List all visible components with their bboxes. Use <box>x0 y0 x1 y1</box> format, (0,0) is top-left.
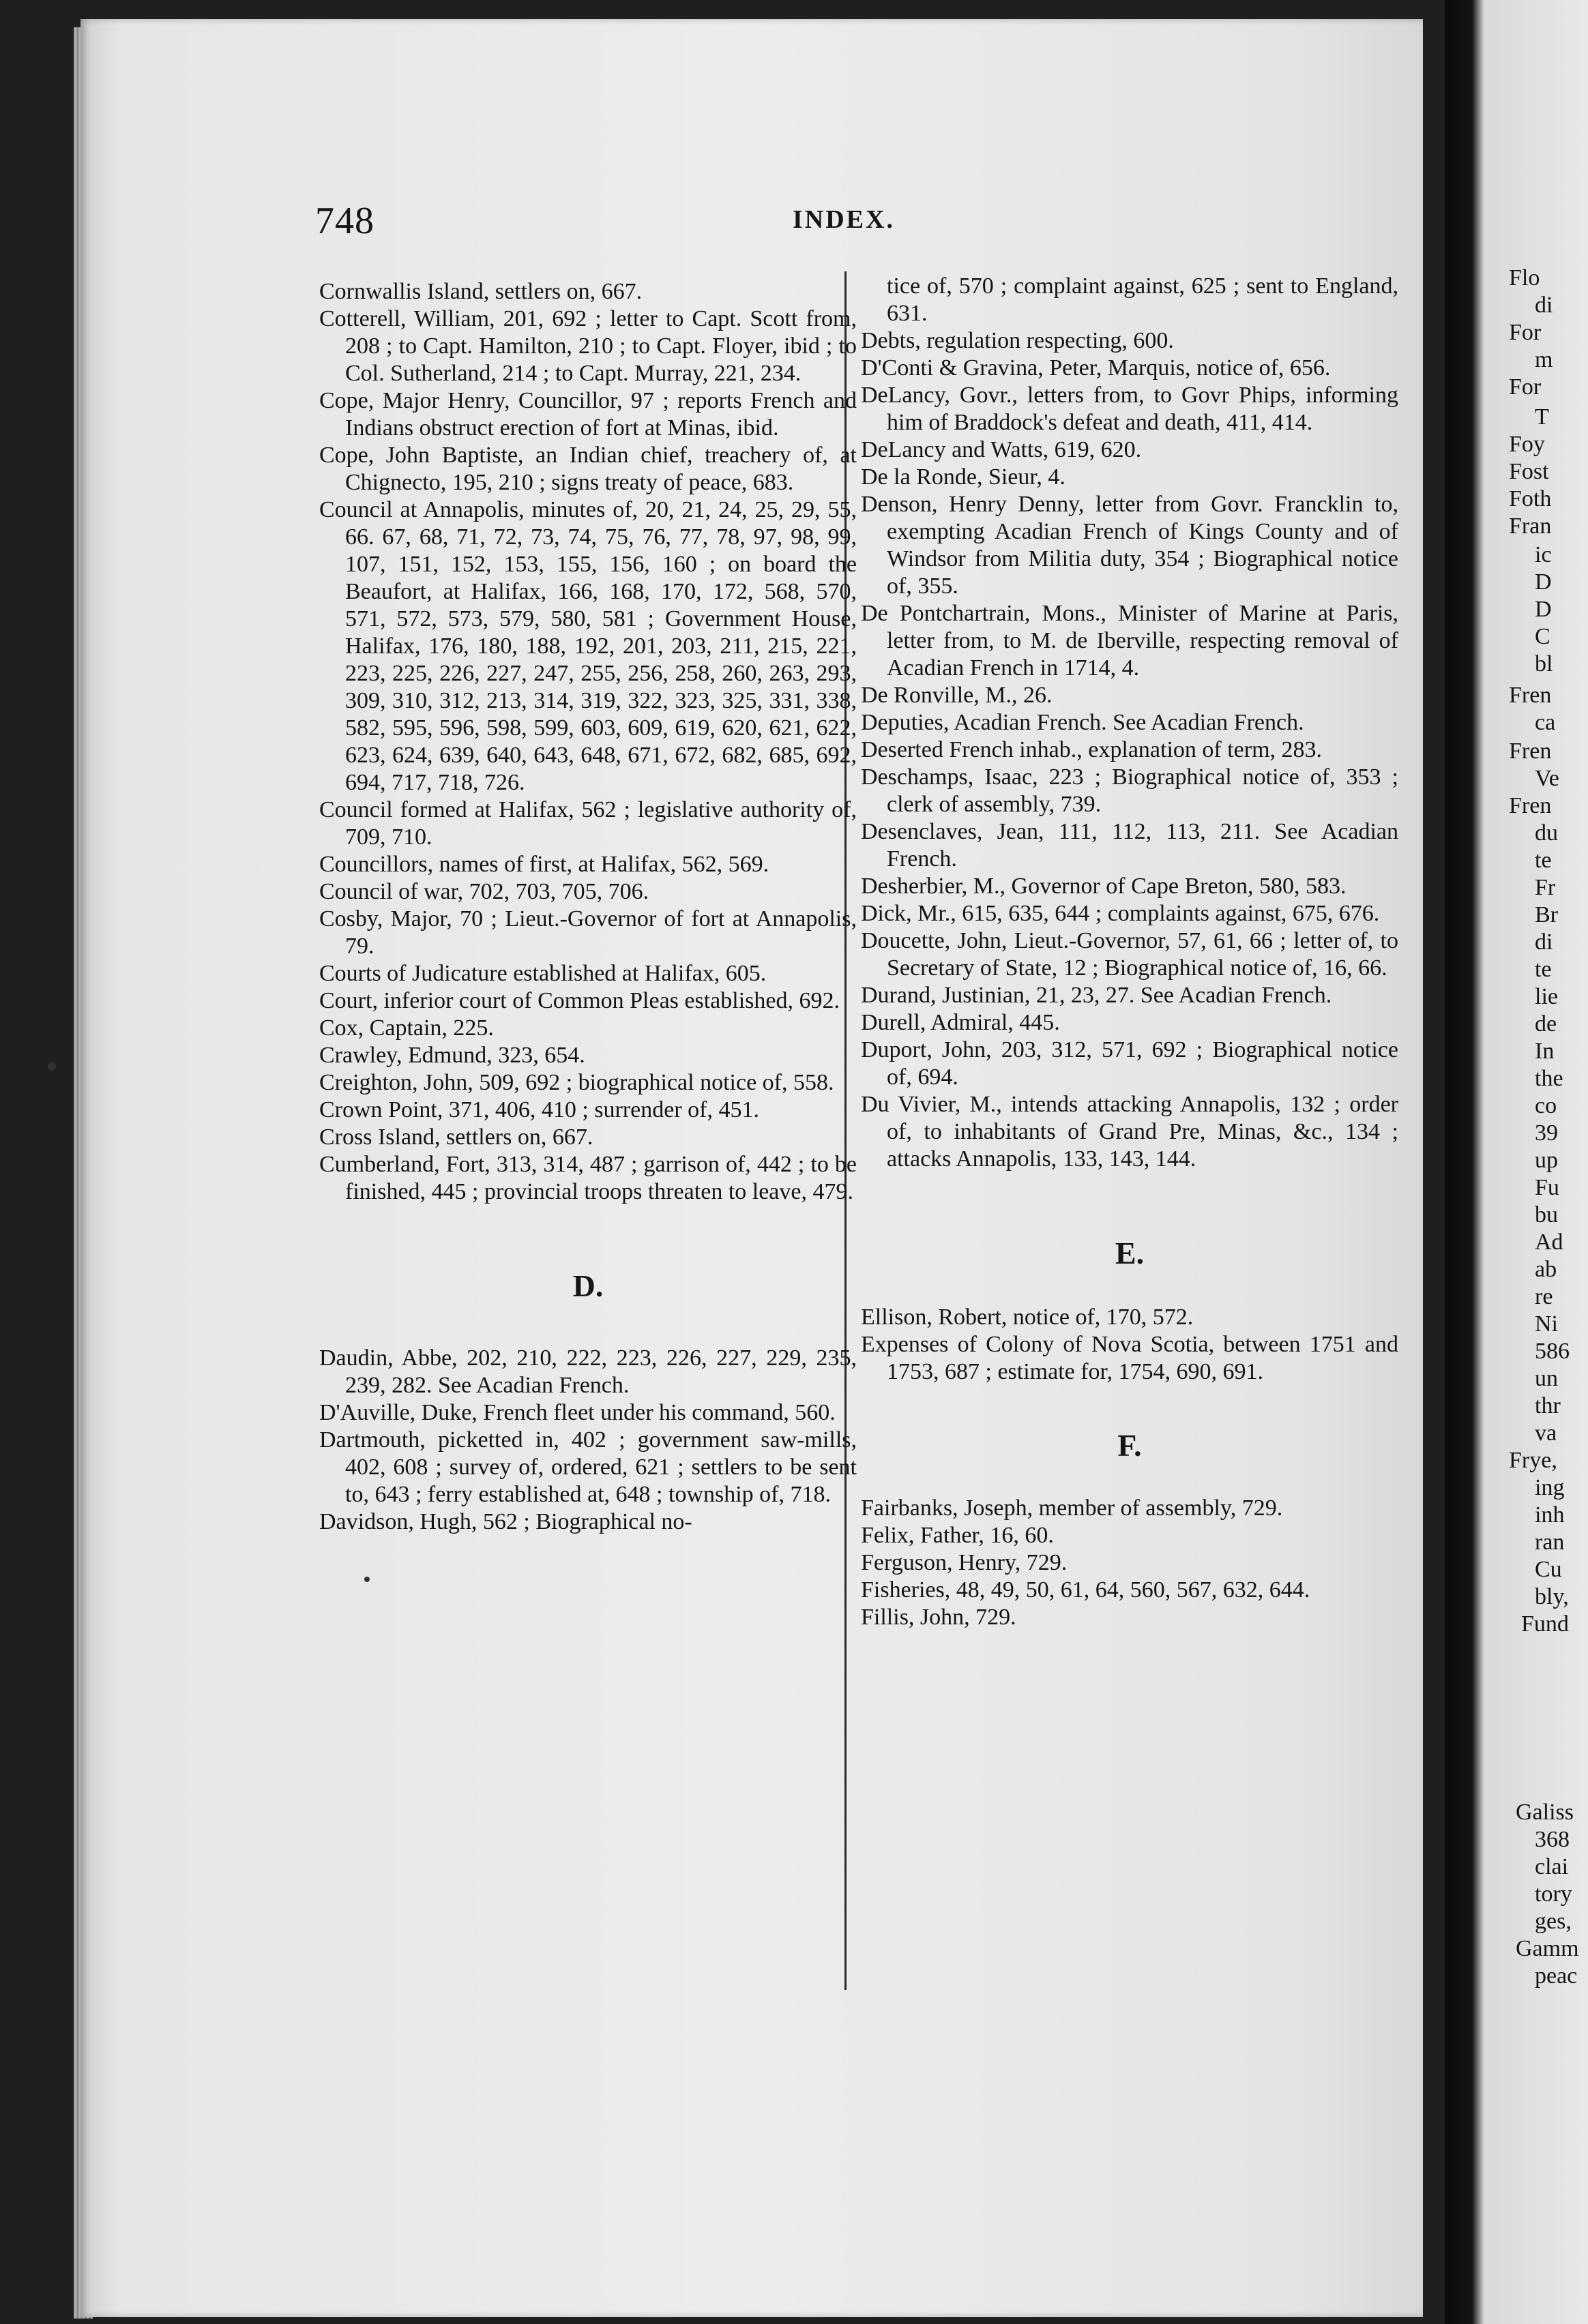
index-entry: Durell, Admiral, 445. <box>861 1010 1060 1035</box>
facing-page-fragment: 39 <box>1535 1120 1558 1146</box>
index-entry: Denson, Henry Denny, letter from Govr. Francklin to, exempting Acadian French of Kings County and of Windsor from Militia duty, 354 ; Biographical notice of, 355. <box>861 492 1398 599</box>
facing-page-fragment: In <box>1535 1039 1555 1064</box>
index-entry: Cross Island, settlers on, 667. <box>319 1124 593 1150</box>
facing-page-fragment: Frye, <box>1509 1448 1557 1473</box>
facing-page-fragment: Ni <box>1535 1311 1558 1337</box>
index-entry: Court, inferior court of Common Pleas established, 692. <box>319 988 840 1013</box>
index-entry: Durand, Justinian, 21, 23, 27. See Acadian French. <box>861 983 1332 1008</box>
index-entry: De la Ronde, Sieur, 4. <box>861 464 1065 490</box>
index-entry: D'Auville, Duke, French fleet under his command, 560. <box>319 1400 836 1425</box>
facing-page-fragment: Foy <box>1509 432 1545 457</box>
facing-page-fragment: tory <box>1535 1881 1572 1907</box>
facing-page-fragment: Fren <box>1509 739 1552 764</box>
facing-page-fragment: ab <box>1535 1257 1557 1282</box>
index-entry: Daudin, Abbe, 202, 210, 222, 223, 226, 227, 229, 235, 239, 282. See Acadian French. <box>319 1345 857 1398</box>
facing-page-fragment: m <box>1535 347 1553 372</box>
facing-page-fragment: 586 <box>1535 1339 1570 1364</box>
facing-page-fragment: de <box>1535 1011 1557 1037</box>
facing-page-fragment: Ve <box>1535 766 1559 791</box>
facing-page-fragment: peac <box>1535 1963 1578 1988</box>
section-letter-e: E. <box>1115 1236 1145 1270</box>
index-entry: Desherbier, M., Governor of Cape Breton, 580, 583. <box>861 874 1347 899</box>
facing-page-fragment: bu <box>1535 1202 1558 1227</box>
index-entry: Fillis, John, 729. <box>861 1605 1016 1630</box>
index-entry: Councillors, names of first, at Halifax, 562, 569. <box>319 852 769 877</box>
facing-page-fragment: For <box>1509 374 1542 400</box>
facing-page-fragment: ic <box>1535 542 1552 567</box>
facing-page-fragment: te <box>1535 848 1552 873</box>
facing-page-fragment: Fran <box>1509 513 1552 539</box>
facing-page-fragment: ran <box>1535 1530 1565 1555</box>
index-entry: DeLancy, Govr., letters from, to Govr Phips, informing him of Braddock's defeat and death, 411, 414. <box>861 383 1398 435</box>
facing-page-fragment: di <box>1535 929 1553 955</box>
index-entry: Fairbanks, Joseph, member of assembly, 729. <box>861 1495 1283 1521</box>
facing-page-fragment: up <box>1535 1148 1558 1173</box>
facing-page-fragment: co <box>1535 1093 1557 1118</box>
facing-page-fragment: Br <box>1535 902 1558 927</box>
index-entry: Expenses of Colony of Nova Scotia, between 1751 and 1753, 687 ; estimate for, 1754, 690, 691. <box>861 1332 1398 1384</box>
index-entry: Courts of Judicature established at Halifax, 605. <box>319 961 767 986</box>
index-entry: De Pontchartrain, Mons., Minister of Marine at Paris, letter from, to M. de Iberville, respecting removal of Acadian French in 1714, 4. <box>861 601 1398 681</box>
index-entry: Crown Point, 371, 406, 410 ; surrender of, 451. <box>319 1097 760 1122</box>
page-title: INDEX. <box>793 205 895 234</box>
index-entry: Cope, John Baptiste, an Indian chief, treachery of, at Chignecto, 195, 210 ; signs treaty of peace, 683. <box>319 443 857 495</box>
facing-page-fragment: clai <box>1535 1854 1569 1879</box>
index-entry: Ferguson, Henry, 729. <box>861 1550 1068 1575</box>
facing-page-fragment: ges, <box>1535 1909 1572 1934</box>
index-entry: Cotterell, William, 201, 692 ; letter to Capt. Scott from, 208 ; to Capt. Hamilton, 210 ; to Capt. Floyer, ibid ; to Col. Sutherland, 214 ; to Capt. Murray, 221, 234. <box>319 306 857 386</box>
index-entry: Cox, Captain, 225. <box>319 1015 494 1041</box>
facing-page-fragment: re <box>1535 1284 1553 1309</box>
facing-page-fragment: lie <box>1535 984 1558 1009</box>
facing-page-fragment: Fost <box>1509 459 1549 484</box>
facing-page-fragment: thr <box>1535 1393 1561 1418</box>
index-entry: Creighton, John, 509, 692 ; biographical notice of, 558. <box>319 1070 834 1095</box>
index-entry: Council at Annapolis, minutes of, 20, 21, 24, 25, 29, 55, 66. 67, 68, 71, 72, 73, 74, 75, 76, 77, 78, 97, 98, 99, 107, 151, 152, 153, 155, 156, 160 ; on board the Beaufort, at Halifax, 166, 168, 170, 172, 568, 570, 571, 572, 573, 579, 580, 581 ; Government House, Halifax, 176, 180, 188, 192, 201, 203, 211, 215, 221, 223, 225, 226, 227, 247, 255, 256, 258, 260, 263, 293, 309, 310, 312, 213, 314, 319, 322, 323, 325, 331, 338, 582, 595, 596, 598, 599, 603, 609, 619, 620, 621, 622, 623, 624, 639, 640, 643, 648, 671, 672, 682, 685, 692, 694, 717, 718, 726. <box>319 497 857 795</box>
index-entry: Dartmouth, picketted in, 402 ; government saw-mills, 402, 608 ; survey of, ordered, 621 ; settlers to be sent to, 643 ; ferry established at, 648 ; township of, 718. <box>319 1427 857 1507</box>
index-entry: Cornwallis Island, settlers on, 667. <box>319 279 643 304</box>
index-entry: DeLancy and Watts, 619, 620. <box>861 437 1142 462</box>
index-entry: Du Vivier, M., intends attacking Annapolis, 132 ; order of, to inhabitants of Grand Pre, Minas, &c., 134 ; attacks Annapolis, 133, 143, 144. <box>861 1092 1398 1172</box>
facing-page-fragment: T <box>1535 404 1549 430</box>
index-entry: Duport, John, 203, 312, 571, 692 ; Biographical notice of, 694. <box>861 1037 1398 1090</box>
section-letter-f: F. <box>1117 1428 1142 1463</box>
facing-page-fragment: Fu <box>1535 1175 1559 1200</box>
facing-page-fragment: D <box>1535 597 1552 622</box>
section-letter-d: D. <box>572 1268 604 1303</box>
facing-page-fragment: Ad <box>1535 1230 1563 1255</box>
facing-page-fragment: Fr <box>1535 875 1556 900</box>
index-entry: Debts, regulation respecting, 600. <box>861 328 1174 353</box>
facing-page-fragment: Fund <box>1521 1611 1569 1637</box>
index-entry: Deserted French inhab., explanation of term, 283. <box>861 737 1323 762</box>
facing-page-fragment: Foth <box>1509 486 1552 511</box>
facing-page-fragment: Gamm <box>1516 1936 1579 1961</box>
index-entry: De Ronville, M., 26. <box>861 683 1053 708</box>
index-entry: Cosby, Major, 70 ; Lieut.-Governor of fort at Annapolis, 79. <box>319 906 857 959</box>
facing-page-fragment: ca <box>1535 710 1556 735</box>
facing-page-fragment: bl <box>1535 651 1553 676</box>
left-column <box>319 278 857 1536</box>
scan-speck <box>364 1577 370 1582</box>
index-entry: Dick, Mr., 615, 635, 644 ; complaints against, 675, 676. <box>861 901 1380 926</box>
facing-page-fragment: di <box>1535 293 1553 318</box>
facing-page-fragment: Fren <box>1509 793 1552 818</box>
facing-page-fragment: D <box>1535 569 1552 595</box>
index-entry: Ellison, Robert, notice of, 170, 572. <box>861 1305 1194 1330</box>
facing-page-fragment: Cu <box>1535 1557 1562 1582</box>
index-entry: Davidson, Hugh, 562 ; Biographical no- <box>319 1509 692 1534</box>
index-entry: Deschamps, Isaac, 223 ; Biographical notice of, 353 ; clerk of assembly, 739. <box>861 764 1398 817</box>
facing-page-fragment: un <box>1535 1366 1558 1391</box>
facing-page-fragment: C <box>1535 624 1550 649</box>
index-entry: Council of war, 702, 703, 705, 706. <box>319 879 649 904</box>
right-column <box>861 273 1398 1631</box>
index-entry: Council formed at Halifax, 562 ; legislative authority of, 709, 710. <box>319 797 857 850</box>
facing-page-fragment: Fren <box>1509 683 1552 708</box>
facing-page-fragment: va <box>1535 1420 1557 1446</box>
page-number: 748 <box>315 200 374 242</box>
index-entry: Cumberland, Fort, 313, 314, 487 ; garrison of, 442 ; to be finished, 445 ; provincial troops threaten to leave, 479. <box>319 1152 857 1204</box>
index-entry: D'Conti & Gravina, Peter, Marquis, notice of, 656. <box>861 355 1331 381</box>
facing-page-fragment: For <box>1509 320 1542 345</box>
index-entry: Desenclaves, Jean, 111, 112, 113, 211. See Acadian French. <box>861 819 1398 872</box>
scan-speck <box>48 1062 56 1071</box>
index-entry-continuation: tice of, 570 ; complaint against, 625 ; sent to England, 631. <box>887 273 1398 326</box>
facing-page-fragment: Galiss <box>1516 1800 1574 1825</box>
facing-page-fragment: bly, <box>1535 1584 1569 1609</box>
index-entry: Felix, Father, 16, 60. <box>861 1523 1054 1548</box>
facing-page-fragment: inh <box>1535 1502 1565 1528</box>
facing-page-fragment: Flo <box>1509 265 1540 290</box>
facing-page-fragment: 368 <box>1535 1827 1570 1852</box>
index-entry: Cope, Major Henry, Councillor, 97 ; reports French and Indians obstruct erection of fort at Minas, ibid. <box>319 388 857 441</box>
index-entry: Fisheries, 48, 49, 50, 61, 64, 560, 567, 632, 644. <box>861 1577 1310 1603</box>
index-entry: Crawley, Edmund, 323, 654. <box>319 1043 585 1068</box>
index-entry: Doucette, John, Lieut.-Governor, 57, 61, 66 ; letter of, to Secretary of State, 12 ; Biographical notice of, 16, 66. <box>861 928 1398 981</box>
facing-page-fragment: te <box>1535 957 1552 982</box>
facing-page-fragment: du <box>1535 820 1558 846</box>
facing-page-fragment: the <box>1535 1066 1563 1091</box>
index-entry: Deputies, Acadian French. See Acadian French. <box>861 710 1304 735</box>
facing-page-fragment: ing <box>1535 1475 1565 1500</box>
